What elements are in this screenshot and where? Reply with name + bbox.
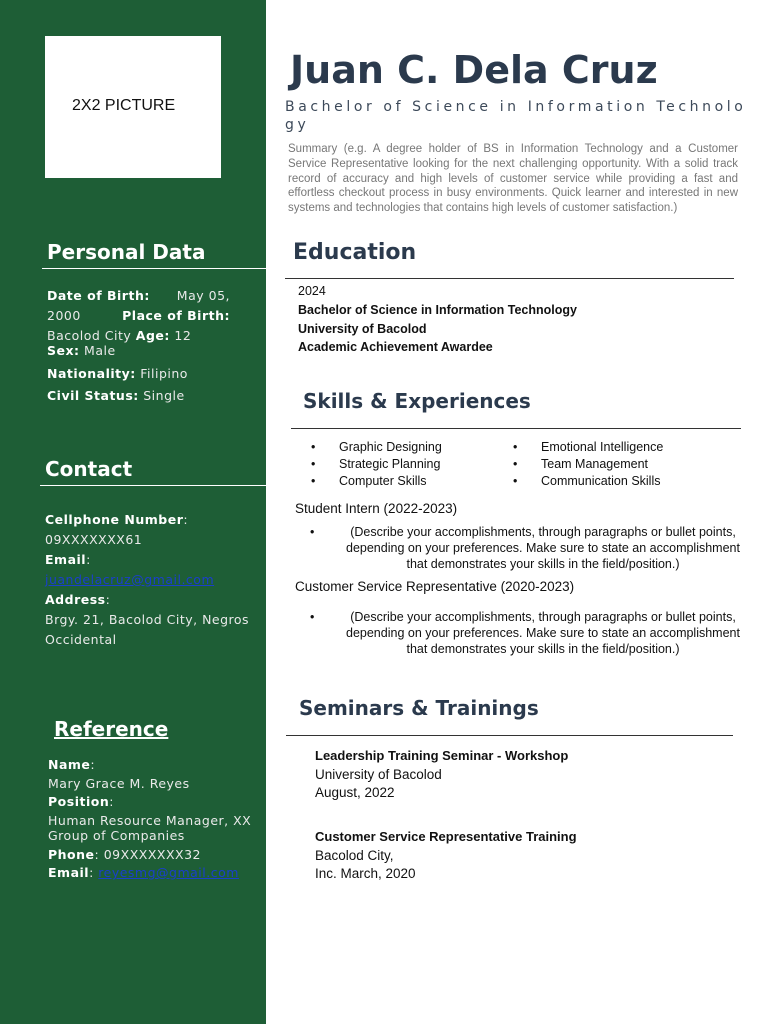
ref-name-value: Mary Grace M. Reyes: [48, 775, 190, 791]
personal-data-block: [47, 286, 230, 326]
address-label: Address: [45, 592, 106, 607]
education-block: [298, 282, 577, 357]
seminar-title: Customer Service Representative Training: [315, 829, 577, 844]
skill-item: • Team Management: [513, 456, 663, 473]
seminars-heading: Seminars & Trainings: [299, 696, 539, 720]
personal-data-divider: [42, 268, 266, 269]
seminar-line-1: Bacolod City,: [315, 847, 394, 863]
nationality-label: Nationality:: [47, 366, 136, 381]
dob-line: [47, 286, 230, 306]
seminar-item: [315, 747, 568, 803]
experience-title: Student Intern (2022-2023): [295, 501, 458, 516]
bullet: •: [310, 610, 315, 624]
skill-item: • Communication Skills: [513, 473, 663, 490]
civil-status-value: Single: [143, 387, 185, 403]
dob-label: Date of Birth:: [47, 288, 150, 303]
contact-heading: Contact: [45, 457, 133, 481]
education-year: 2024: [298, 284, 326, 298]
ref-position-label: Position: [48, 794, 110, 809]
contact-divider: [40, 485, 266, 486]
bullet: •: [310, 525, 315, 539]
nationality-value: Filipino: [140, 366, 188, 381]
sex-label: Sex:: [47, 342, 80, 358]
experience-description: [310, 609, 750, 657]
email-label: Email: [45, 552, 87, 567]
nationality-civil-block: [47, 363, 188, 406]
seminar-line-1: University of Bacolod: [315, 766, 442, 782]
ref-name-label: Name: [48, 757, 91, 772]
ref-email-label: Email: [48, 865, 90, 880]
experience-description-text: (Describe your accomplishments, through paragraphs or bullet points, depending on your preferences. Make sure to state an accomplishment that demonstrates your skills in the field/position.): [346, 610, 740, 656]
cellphone-label: Cellphone Number: [45, 512, 184, 527]
ref-phone-value: 09XXXXXXX32: [103, 846, 201, 862]
education-degree: Bachelor of Science in Information Technology: [298, 303, 577, 317]
experience-title: Customer Service Representative (2020-2023): [295, 579, 575, 594]
experience-description-text: (Describe your accomplishments, through paragraphs or bullet points, depending on your preferences. Make sure to state an accomplishment that demonstrates your skills in the field/position.): [346, 525, 740, 571]
education-divider: [285, 278, 734, 279]
education-award: Academic Achievement Awardee: [298, 340, 493, 354]
seminars-divider: [286, 735, 733, 736]
pob-line: [47, 306, 230, 326]
email-link[interactable]: juandelacruz@gmail.com: [45, 572, 215, 587]
pob-age-line: [47, 329, 191, 358]
pob-label: Place of Birth:: [122, 308, 230, 323]
ref-phone-label: Phone: [48, 846, 95, 862]
contact-block: Cellphone Number: 09XXXXXXX61 Email: juandelacruz@gmail.com Address: Brgy. 21, Bacolod City, Negros Occidental: [45, 510, 249, 650]
address-line-2: Occidental: [45, 632, 117, 647]
photo-placeholder: [45, 36, 221, 178]
ref-position-line-2: Group of Companies: [48, 828, 185, 843]
reference-block: Name: Mary Grace M. Reyes Position: Human Resource Manager, XX Group of Companies Phone: 09XXXXXXX32 Email: reyesmg@gmail.com: [48, 757, 252, 880]
skills-heading: Skills & Experiences: [303, 389, 531, 413]
personal-data-heading: Personal Data: [47, 240, 206, 264]
photo-placeholder-label: 2X2 PICTURE: [72, 97, 176, 114]
seminar-line-2: Inc. March, 2020: [315, 866, 416, 881]
degree-title: Bachelor of Science in Information Technology: [285, 99, 747, 133]
skills-divider: [291, 428, 741, 429]
age-value: 12: [174, 328, 192, 343]
applicant-name: Juan C. Dela Cruz: [290, 48, 658, 92]
skills-list-right: [513, 439, 663, 490]
dob-value: May 05,: [176, 288, 230, 303]
civil-status-label: Civil Status:: [47, 387, 139, 403]
seminar-line-2: August, 2022: [315, 785, 395, 800]
skill-item: • Graphic Designing: [311, 439, 442, 456]
skill-item: • Emotional Intelligence: [513, 439, 663, 456]
experience-description: [310, 524, 750, 572]
reference-heading: Reference: [54, 717, 169, 741]
ref-position-line-1: Human Resource Manager, XX: [48, 812, 252, 828]
age-label: Age:: [135, 328, 170, 343]
seminar-item: [315, 828, 577, 884]
skills-list-left: [311, 439, 442, 490]
sex-value: Male: [84, 342, 116, 358]
sidebar: [0, 0, 266, 1024]
education-heading: Education: [293, 240, 417, 265]
dob-year: 2000: [47, 308, 81, 323]
summary-text: Summary (e.g. A degree holder of BS in Information Technology and a Customer Service Representative looking for the next challenging opportunity. With a solid track record of accuracy and high levels of customer service while providing a fast and effortless checkout process in busy environments. Quick learner and interested in new systems and technologies that contains high levels of customer satisfaction.): [288, 143, 738, 215]
skill-item: • Computer Skills: [311, 473, 442, 490]
pob-value: Bacolod City: [47, 328, 132, 343]
seminar-title: Leadership Training Seminar - Workshop: [315, 748, 569, 763]
education-school: University of Bacolod: [298, 322, 427, 336]
address-line-1: Brgy. 21, Bacolod City, Negros: [45, 612, 250, 627]
ref-email-link[interactable]: reyesmg@gmail.com: [98, 865, 239, 880]
skill-item: • Strategic Planning: [311, 456, 442, 473]
cellphone-value: 09XXXXXXX61: [45, 532, 143, 547]
